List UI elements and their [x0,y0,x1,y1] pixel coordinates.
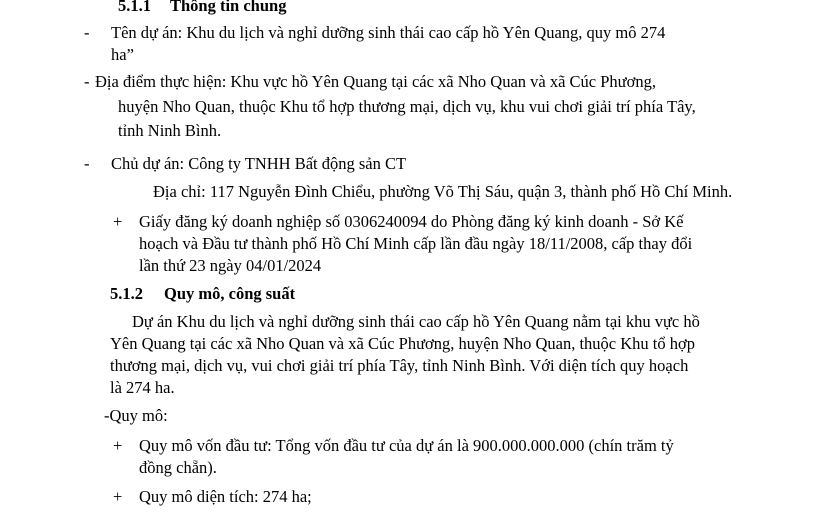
text-line: Chủ dự án: Công ty TNHH Bất động sản CT [111,154,407,173]
text-line: lần thứ 23 ngày 04/01/2024 [139,256,322,275]
dash-marker: - [84,154,90,173]
text-line: Địa điểm thực hiện: Khu vực hồ Yên Quang tại các xã Nho Quan và xã Cúc Phương, [95,72,656,91]
text-line: Quy mô diện tích: 274 ha; [139,487,312,506]
text-line: thương mại, dịch vụ, vui chơi giải trí phía Tây, tỉnh Ninh Bình. Với diện tích quy hoạch [110,356,689,375]
text-line: Tên dự án: Khu du lịch và nghỉ dưỡng sinh thái cao cấp hồ Yên Quang, quy mô 274 [111,23,666,42]
text-line: Dự án Khu du lịch và nghỉ dưỡng sinh thái cao cấp hồ Yên Quang nằm tại khu vực hồ [132,312,700,331]
scale-label: -Quy mô: [104,406,168,425]
text-line: Quy mô vốn đầu tư: Tổng vốn đầu tư của dự án là 900.000.000.000 (chín trăm tỷ [139,436,674,455]
section-title: Quy mô, công suất [164,284,296,303]
text-line: hoạch và Đầu tư thành phố Hồ Chí Minh cấp lần đầu ngày 18/11/2008, cấp thay đổi [139,234,693,253]
section-title: Thông tin chung [170,0,287,15]
dash-marker: - [84,72,90,91]
plus-marker: + [113,436,123,455]
text-line: Giấy đăng ký doanh nghiệp số 0306240094 do Phòng đăng ký kinh doanh - Sở Kế [139,212,684,231]
text-line: Yên Quang tại các xã Nho Quan và xã Cúc Phương, huyện Nho Quan, thuộc Khu tổ hợp [110,334,695,353]
section-number: 5.1.1 [118,0,151,15]
text-line: tỉnh Ninh Bình. [118,121,222,140]
text-line: đồng chẵn). [139,458,217,477]
plus-marker: + [113,212,123,231]
dash-marker: - [84,23,90,42]
plus-marker: + [113,487,123,506]
text-line: ha” [111,45,134,64]
section-number: 5.1.2 [110,284,143,303]
text-line: huyện Nho Quan, thuộc Khu tổ hợp thương mại, dịch vụ, khu vui chơi giải trí phía Tây, [118,97,696,116]
text-line: là 274 ha. [110,378,175,397]
owner-address: Địa chỉ: 117 Nguyễn Đình Chiểu, phường Võ Thị Sáu, quận 3, thành phố Hồ Chí Minh. [153,182,733,201]
